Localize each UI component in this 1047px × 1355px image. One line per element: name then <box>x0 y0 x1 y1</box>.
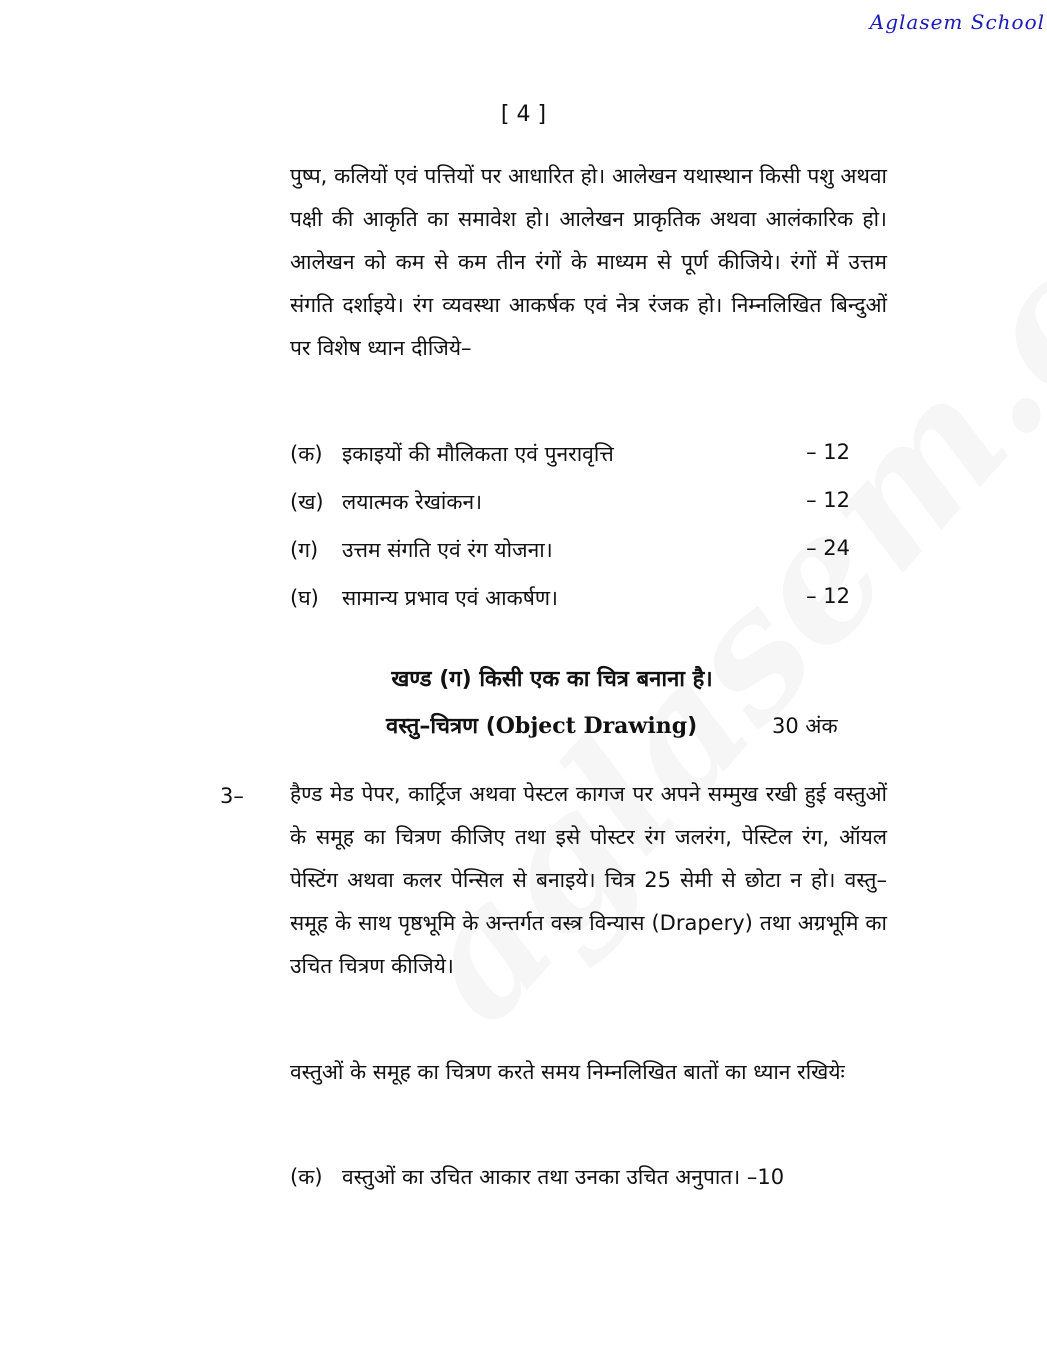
design-instructions-paragraph: पुष्प, कलियों एवं पत्तियों पर आधारित हो। आलेखन यथास्थान किसी पशु अथवा पक्षी की आकृति का समावेश हो। आलेखन प्राकृतिक अथवा आलंकारिक हो। आलेखन को कम से कम तीन रंगों के माध्यम से पूर्ण कीजिये। रंगों में उत्तम संगति दर्शाइये। रंग व्यवस्था आकर्षक एवं नेत्र रंजक हो। निम्नलिखित बिन्दुओं पर विशेष ध्यान दीजिये– <box>290 164 887 360</box>
section-marks: 30 अंक <box>772 714 838 738</box>
section-subtitle <box>386 710 697 740</box>
criteria-item <box>290 536 850 566</box>
criteria-item <box>290 1163 890 1193</box>
item-text: लयात्मक रेखांकन। <box>342 490 483 514</box>
page-number: [ 4 ] <box>500 102 547 127</box>
criteria-item <box>290 584 850 614</box>
item-label: (ख) <box>290 490 324 514</box>
site-watermark: Aglasem School <box>869 10 1045 34</box>
item-text: उत्तम संगति एवं रंग योजना। <box>342 538 553 562</box>
item-label: (क) <box>290 1165 323 1189</box>
item-marks: – 12 <box>806 440 850 464</box>
instruction-text: वस्तुओं के समूह का चित्रण करते समय निम्नलिखित बातों का ध्यान रखियेः <box>290 1060 845 1084</box>
subtitle-english: Object Drawing <box>495 713 688 739</box>
item-label: (घ) <box>290 586 319 610</box>
item-marks: – 12 <box>806 584 850 608</box>
subtitle-close: ) <box>687 714 698 739</box>
item-text: वस्तुओं का उचित आकार तथा उनका उचित अनुपात। –10 <box>342 1165 785 1189</box>
question-text: हैण्ड मेड पेपर, कार्ट्रिज अथवा पेस्टल कागज पर अपने सम्मुख रखी हुई वस्तुओं के समूह का चित्रण कीजिए तथा इसे पोस्टर रंग जलरंग, पेस्टिल रंग, ऑयल पेस्टिंग अथवा कलर पेन्सिल से बनाइये। चित्र 25 सेमी से छोटा न हो। वस्तु–समूह के साथ पृष्ठभूमि के अन्तर्गत वस्त्र विन्यास (Drapery) तथा अग्रभूमि का उचित चित्रण कीजिये। <box>290 782 887 978</box>
criteria-item <box>290 488 850 518</box>
subtitle-hindi: वस्तु–चित्रण ( <box>386 714 496 739</box>
item-marks: – 24 <box>806 536 850 560</box>
criteria-item <box>290 440 850 470</box>
item-text: इकाइयों की मौलिकता एवं पुनरावृत्ति <box>342 442 614 466</box>
item-label: (ग) <box>290 538 319 562</box>
item-text: सामान्य प्रभाव एवं आकर्षण। <box>342 586 559 610</box>
item-label: (क) <box>290 442 323 466</box>
section-title: खण्ड (ग) किसी एक का चित्र बनाना है। <box>391 667 713 692</box>
item-marks: – 12 <box>806 488 850 512</box>
question-number: 3– <box>220 784 244 808</box>
